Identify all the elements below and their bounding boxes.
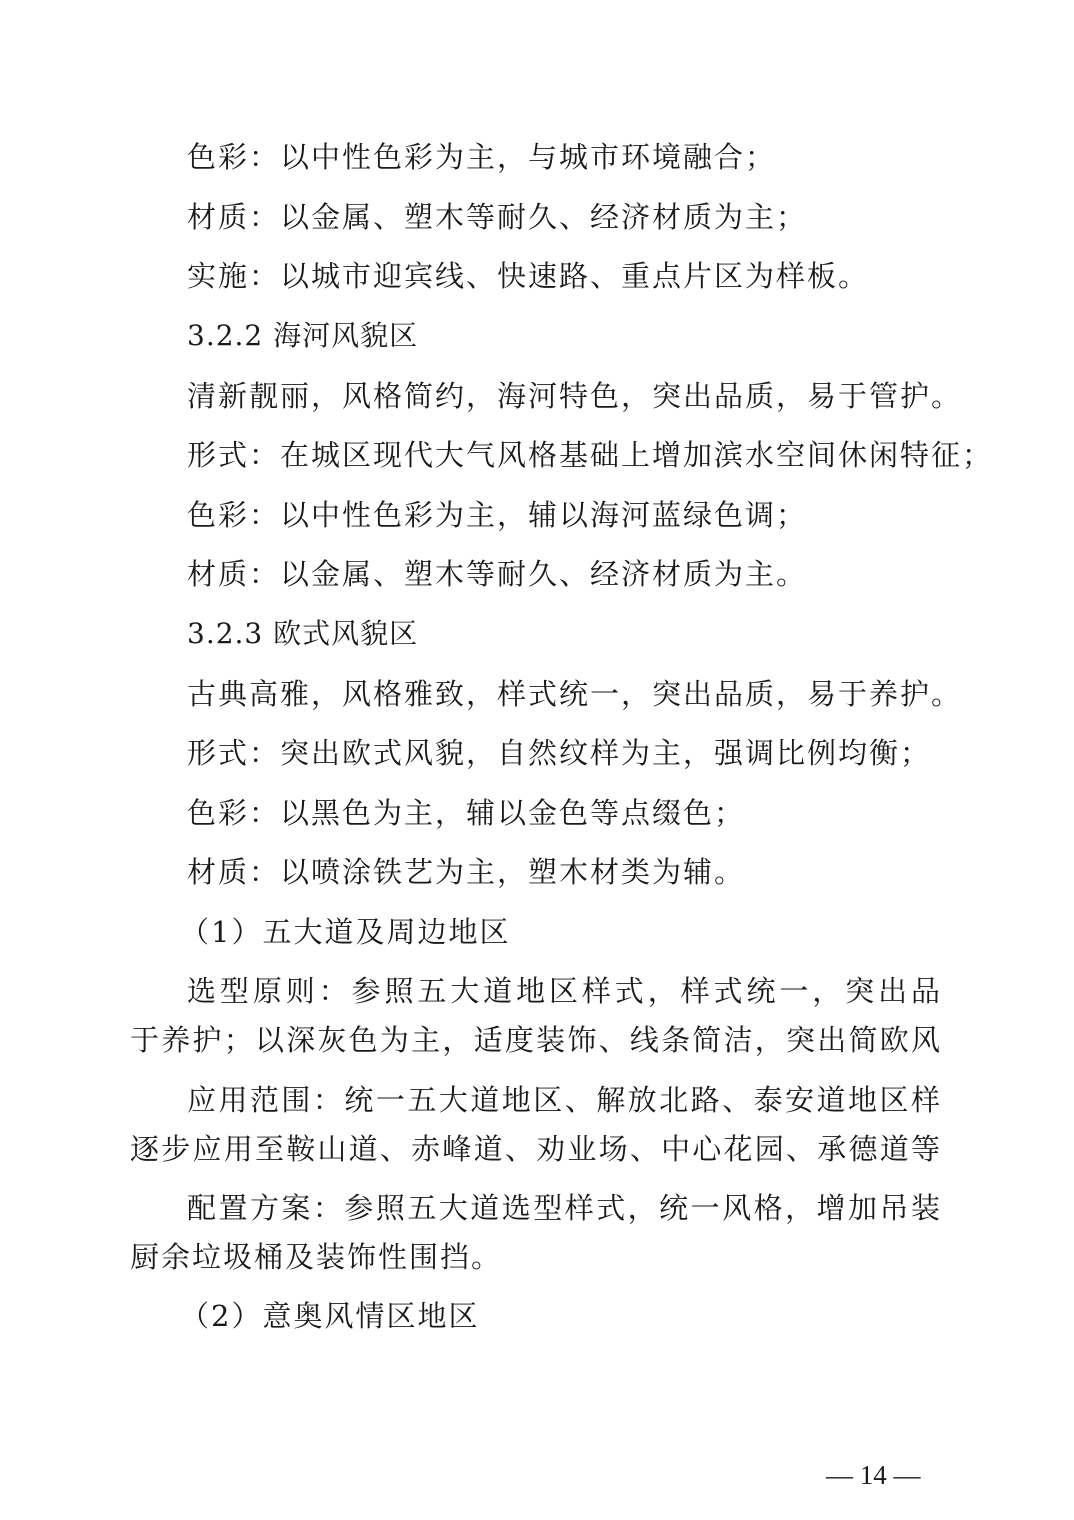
color-rule-haihe: 色彩：以中性色彩为主，辅以海河蓝绿色调； [187,498,808,532]
subheading-italian-austrian: （2）意奥风情区地区 [180,1299,480,1333]
european-summary: 古典高雅，风格雅致，样式统一，突出品质，易于养护。 [187,677,963,711]
selection-principle-line-1: 选型原则：参照五大道地区样式，样式统一，突出品 [187,974,942,1008]
color-rule-european: 色彩：以黑色为主，辅以金色等点缀色； [187,796,746,830]
form-rule-haihe: 形式：在城区现代大气风格基础上增加滨水空间休闲特征； [187,438,994,472]
section-heading-haihe: 3.2.2 海河风貌区 [187,319,419,352]
haihe-summary: 清新靓丽，风格简约，海河特色，突出品质，易于管护。 [187,379,963,413]
application-scope-line-1: 应用范围：统一五大道地区、解放北路、泰安道地区样 [187,1083,942,1117]
subheading-wudadao: （1）五大道及周边地区 [180,915,511,949]
material-rule-haihe: 材质：以金属、塑木等耐久、经济材质为主。 [187,557,808,591]
material-rule-city: 材质：以金属、塑木等耐久、经济材质为主； [187,200,808,234]
form-rule-european: 形式：突出欧式风貌，自然纹样为主，强调比例均衡； [187,736,932,770]
material-rule-european: 材质：以喷涂铁艺为主，塑木材类为辅。 [187,855,746,889]
configuration-plan-line-1: 配置方案：参照五大道选型样式，统一风格，增加吊装 [187,1191,942,1225]
configuration-plan-line-2: 厨余垃圾桶及装饰性围挡。 [130,1240,503,1274]
application-scope-line-2: 逐步应用至鞍山道、赤峰道、劝业场、中心花园、承德道等 [130,1132,942,1166]
selection-principle-line-2: 于养护；以深灰色为主，适度装饰、线条简洁，突出简欧风 [130,1023,942,1057]
implementation-rule-city: 实施：以城市迎宾线、快速路、重点片区为样板。 [187,259,870,293]
color-rule-city: 色彩：以中性色彩为主，与城市环境融合； [187,140,777,174]
section-heading-european: 3.2.3 欧式风貌区 [187,617,419,650]
page-number: — 14 — [826,1460,921,1490]
